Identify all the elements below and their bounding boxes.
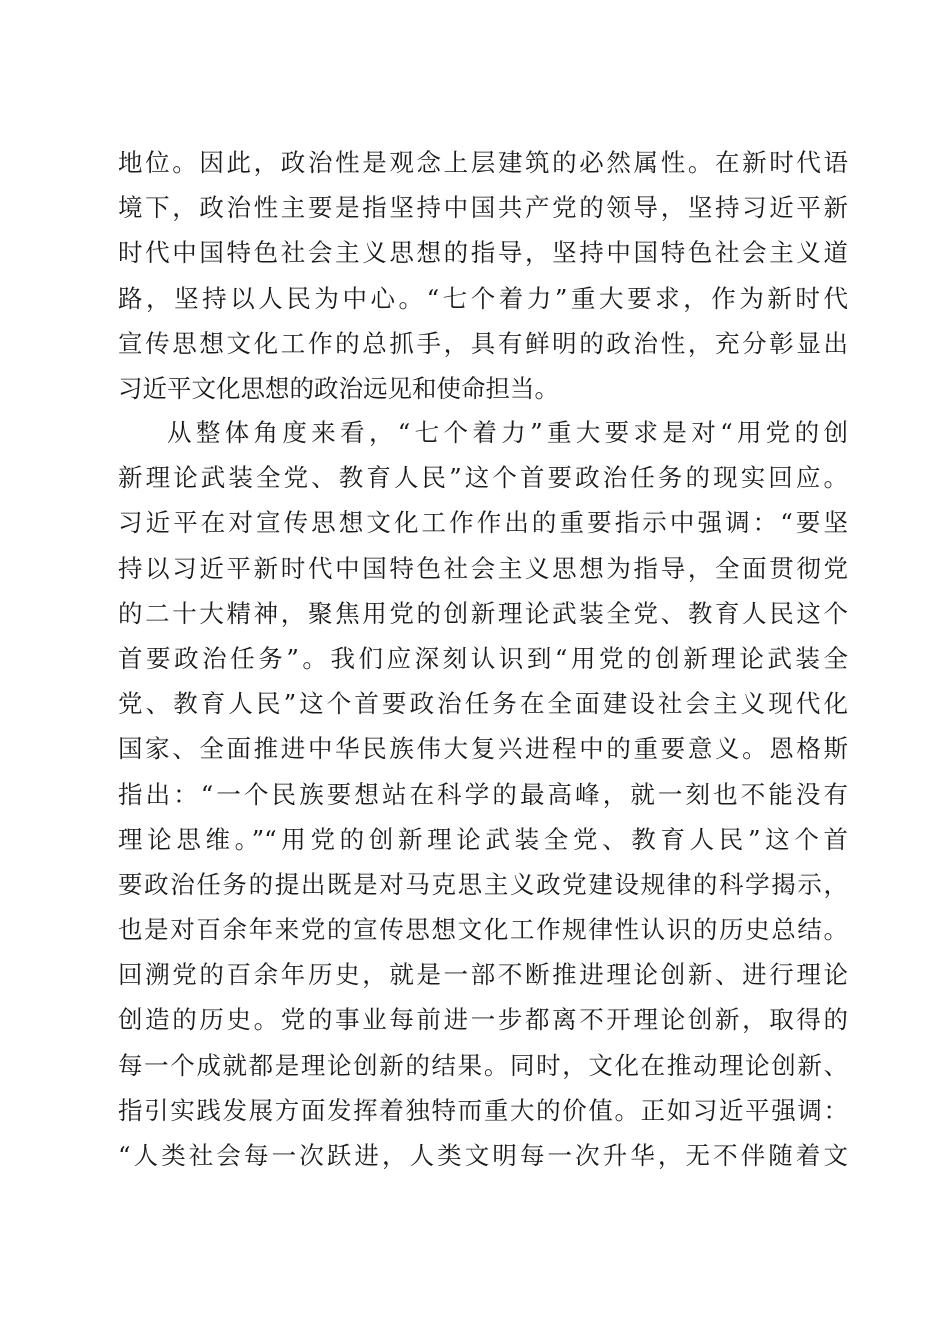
text-line: 习近平在对宣传思想文化工作作出的重要指示中强调：“要坚	[118, 508, 848, 538]
text-line: 持以习近平新时代中国特色社会主义思想为指导，全面贯彻党	[118, 553, 848, 583]
text-line: 境下，政治性主要是指坚持中国共产党的领导，坚持习近平新	[118, 193, 848, 223]
text-line: 指出：“一个民族要想站在科学的最高峰，就一刻也不能没有	[118, 779, 848, 809]
text-line: 从整体角度来看，“七个着力”重大要求是对“用党的创	[167, 418, 848, 447]
text-line: 的二十大精神，聚焦用党的创新理论武装全党、教育人民这个	[118, 598, 848, 628]
text-line: 每一个成就都是理论创新的结果。同时，文化在推动理论创新、	[118, 1050, 848, 1080]
paragraph-1	[118, 140, 848, 411]
text-line: “人类社会每一次跃进，人类文明每一次升华，无不伴随着文	[118, 1141, 848, 1170]
text-line: 要政治任务的提出既是对马克思主义政党建设规律的科学揭示，	[118, 869, 848, 899]
text-line: 国家、全面推进中华民族伟大复兴进程中的重要意义。恩格斯	[118, 734, 848, 764]
text-line: 宣传思想文化工作的总抓手，具有鲜明的政治性，充分彰显出	[118, 328, 848, 358]
text-line: 也是对百余年来党的宣传思想文化工作规律性认识的历史总结。	[118, 915, 848, 945]
text-line: 理论思维。”“用党的创新理论武装全党、教育人民”这个首	[118, 824, 848, 854]
text-line: 党、教育人民”这个首要政治任务在全面建设社会主义现代化	[118, 689, 848, 719]
text-line: 习近平文化思想的政治远见和使命担当。	[118, 373, 559, 403]
text-line: 创造的历史。党的事业每前进一步都离不开理论创新，取得的	[118, 1005, 848, 1035]
text-line: 路，坚持以人民为中心。“七个着力”重大要求，作为新时代	[118, 283, 848, 313]
text-line: 地位。因此，政治性是观念上层建筑的必然属性。在新时代语	[118, 148, 848, 177]
paragraph-2	[118, 410, 848, 1178]
text-line: 指引实践发展方面发挥着独特而重大的价值。正如习近平强调：	[118, 1095, 848, 1125]
text-line: 首要政治任务”。我们应深刻认识到“用党的创新理论武装全	[118, 643, 848, 673]
text-line: 时代中国特色社会主义思想的指导，坚持中国特色社会主义道	[118, 238, 848, 268]
text-line: 回溯党的百余年历史，就是一部不断推进理论创新、进行理论	[118, 960, 848, 990]
text-line: 新理论武装全党、教育人民”这个首要政治任务的现实回应。	[118, 463, 848, 493]
